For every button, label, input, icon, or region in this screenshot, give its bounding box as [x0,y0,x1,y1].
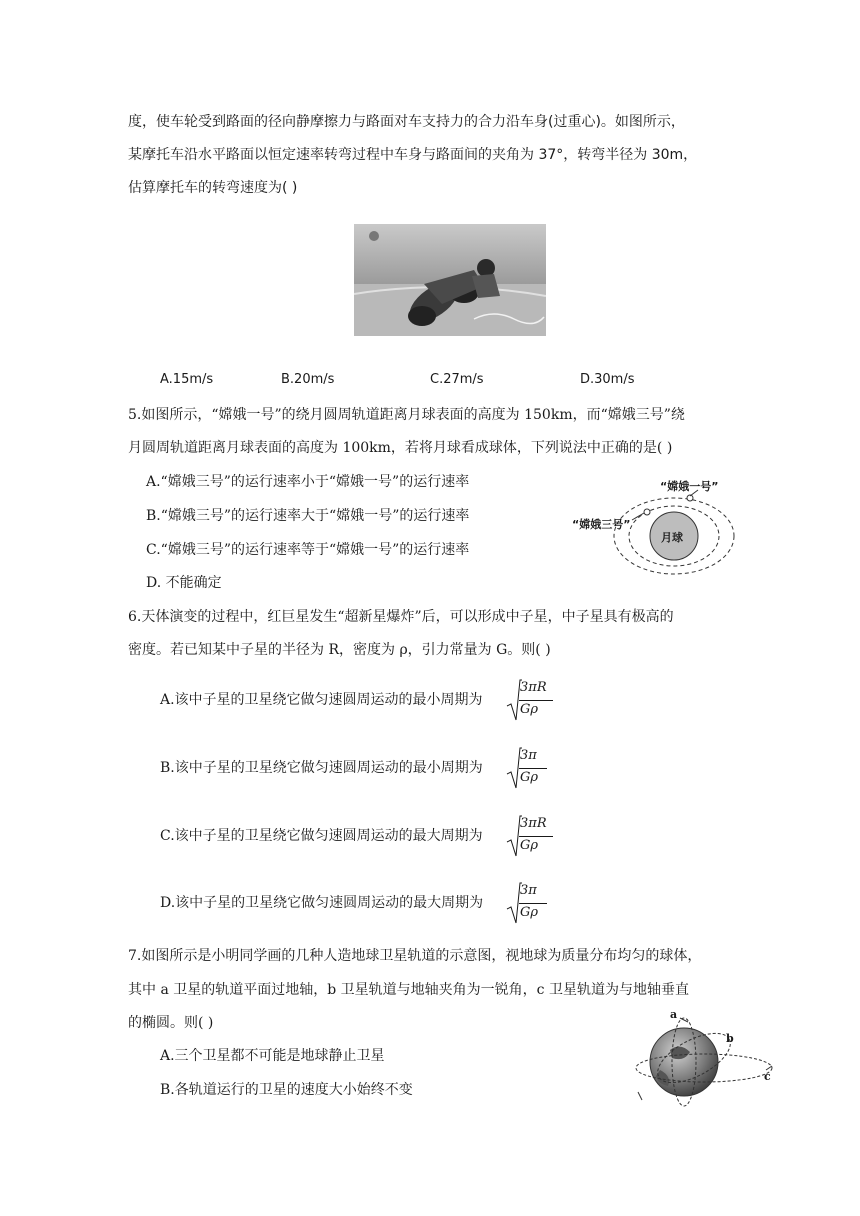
motorcycle-photo [354,224,546,336]
q7-line-1: 7.如图所示是小明同学画的几种人造地球卫星轨道的示意图，视地球为质量分布均匀的球体， [128,948,702,964]
chang1-label: “嫦娥一号” [660,480,719,493]
moon-orbit-diagram [570,472,750,582]
q4-line-2: 某摩托车沿水平路面以恒定速率转弯过程中车身与路面间的夹角为 37°，转弯半径为 30m， [128,147,698,163]
q5-option-a: A.“嫦娥三号”的运行速率小于“嫦娥一号”的运行速率 [146,474,470,490]
q7-line-2: 其中 a 卫星的轨道平面过地轴，b 卫星轨道与地轴夹角为一锐角，c 卫星轨道为与地轴垂直 [128,982,689,998]
q4-option-b: B.20m/s [281,372,335,387]
q4-option-a: A.15m/s [160,372,214,387]
q5-line-1: 5.如图所示，“嫦娥一号”的绕月圆周轨道距离月球表面的高度为 150km，而“嫦娥三号”绕 [128,407,685,423]
q6-option-d: D.该中子星的卫星绕它做匀速圆周运动的最大周期为 [160,895,484,911]
fraction-bar [519,768,547,769]
moon-label: 月球 [661,531,683,544]
q6-option-c: C.该中子星的卫星绕它做匀速圆周运动的最大周期为 [160,828,483,844]
formula-numerator: 3π [520,883,537,898]
fraction-bar [519,700,553,701]
formula-numerator: 3π [520,748,537,763]
q6-option-b: B.该中子星的卫星绕它做匀速圆周运动的最小周期为 [160,760,483,776]
q5-line-2: 月圆周轨道距离月球表面的高度为 100km，若将月球看成球体，下列说法中正确的是( ) [128,440,673,456]
formula-denominator: Gρ [520,838,539,853]
formula-denominator: Gρ [520,702,539,717]
q7-option-b: B.各轨道运行的卫星的速度大小始终不变 [160,1082,413,1098]
formula-numerator: 3πR [520,816,547,831]
orbit-c-label: c [764,1070,771,1083]
orbit-a-label: a [670,1008,678,1021]
earth-satellite-diagram [630,1010,780,1110]
formula-denominator: Gρ [520,770,539,785]
q5-option-b: B.“嫦娥三号”的运行速率大于“嫦娥一号”的运行速率 [146,508,470,524]
q5-option-d: D. 不能确定 [146,575,222,591]
q6-line-2: 密度。若已知某中子星的半径为 R，密度为 ρ，引力常量为 G。则( ) [128,642,551,658]
q4-option-d: D.30m/s [580,372,635,387]
q4-line-3: 估算摩托车的转弯速度为( ) [128,180,298,196]
formula-numerator: 3πR [520,680,547,695]
chang3-label: “嫦娥三号” [572,518,631,531]
fraction-bar [519,836,553,837]
q4-option-c: C.27m/s [430,372,484,387]
q4-line-1: 度，使车轮受到路面的径向静摩擦力与路面对车支持力的合力沿车身(过重心)。如图所示， [128,114,685,130]
q5-option-c: C.“嫦娥三号”的运行速率等于“嫦娥一号”的运行速率 [146,542,470,558]
q7-option-a: A.三个卫星都不可能是地球静止卫星 [160,1048,385,1064]
fraction-bar [519,903,547,904]
q6-line-1: 6.天体演变的过程中，红巨星发生“超新星爆炸”后，可以形成中子星，中子星具有极高的 [128,609,674,625]
q6-option-a: A.该中子星的卫星绕它做匀速圆周运动的最小周期为 [160,692,483,708]
q7-line-3: 的椭圆。则( ) [128,1015,214,1031]
formula-denominator: Gρ [520,905,539,920]
orbit-b-label: b [726,1032,734,1045]
